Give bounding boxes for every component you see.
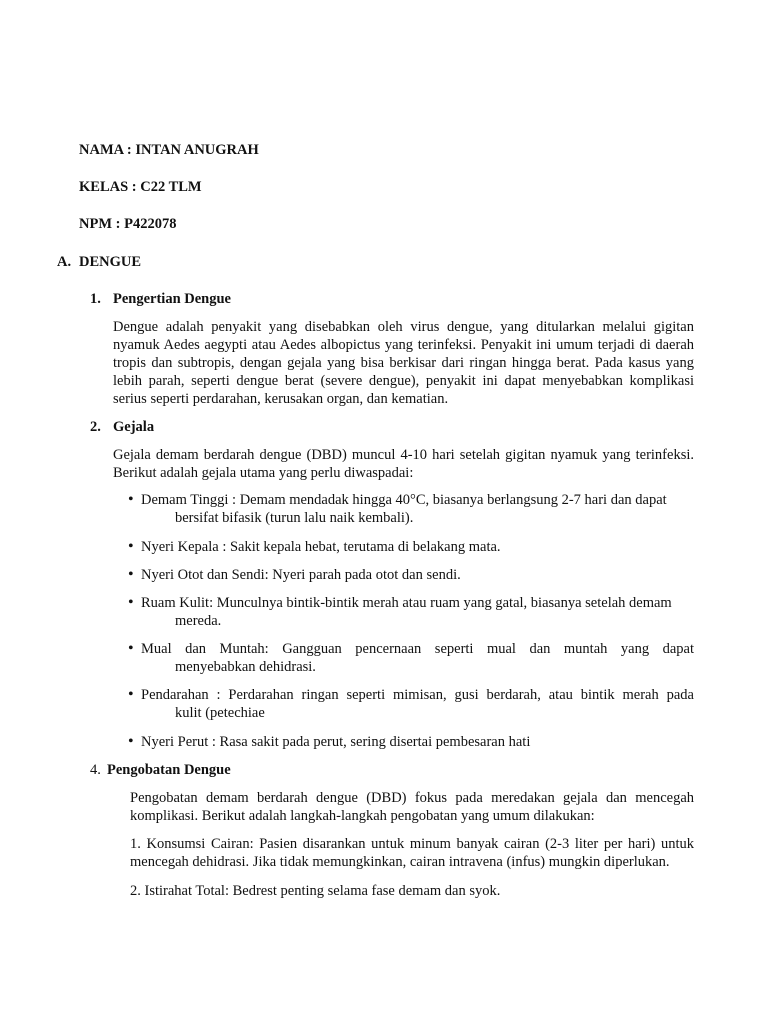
pengertian-number: 1. — [90, 291, 101, 307]
section-a-marker: A. — [57, 254, 72, 270]
bullet-icon: • — [128, 594, 134, 611]
pengobatan-paragraph: Pengobatan demam berdarah dengue (DBD) fokus pada meredakan gejala dan mencegah komplikasi. Berikut adalah langkah-langkah pengobatan yang umum dilakukan: — [130, 790, 694, 824]
treatment-step: 2. Istirahat Total: Bedrest penting selama fase demam dan syok. — [130, 883, 501, 899]
bullet-icon: • — [128, 686, 134, 703]
pengertian-paragraph: Dengue adalah penyakit yang disebabkan oleh virus dengue, yang ditularkan melalui gigitan nyamuk Aedes aegypti atau Aedes albopictus yang terinfeksi. Penyakit ini umum terjadi di daerah tropis dan subtropis, dengan gejala yang bisa berkisar dari ringan hingga berat. Pada kasus yang lebih parah, seperti dengue berat (severe dengue), penyakit ini dapat menyebabkan komplikasi serius seperti perdarahan, kerusakan organ, dan kematian. — [113, 319, 694, 407]
gejala-number: 2. — [90, 419, 101, 435]
gejala-heading: Gejala — [113, 419, 155, 435]
treatment-step: 1. Konsumsi Cairan: Pasien disarankan untuk minum banyak cairan (2-3 liter per hari) untuk mencegah dehidrasi. Jika tidak memungkinkan, cairan intravena (infus) mungkin diperlukan. — [130, 836, 694, 870]
bullet-icon: • — [128, 566, 134, 583]
pengobatan-number: 4. — [90, 762, 101, 778]
symptom-item: Nyeri Kepala : Sakit kepala hebat, terutama di belakang mata. — [141, 539, 501, 555]
student-npm: NPM : P422078 — [79, 216, 177, 232]
pengertian-heading: Pengertian Dengue — [113, 291, 231, 307]
pengobatan-heading: Pengobatan Dengue — [107, 762, 231, 778]
symptom-item: Nyeri Perut : Rasa sakit pada perut, sering disertai pembesaran hati — [141, 734, 531, 750]
symptom-item: Pendarahan : Perdarahan ringan seperti mimisan, gusi berdarah, atau bintik merah pada kulit (petechiae — [141, 687, 694, 721]
student-name: NAMA : INTAN ANUGRAH — [79, 142, 259, 158]
bullet-icon: • — [128, 733, 134, 750]
student-class: KELAS : C22 TLM — [79, 179, 202, 195]
bullet-icon: • — [128, 538, 134, 555]
bullet-icon: • — [128, 640, 134, 657]
bullet-icon: • — [128, 491, 134, 508]
symptom-item: Nyeri Otot dan Sendi: Nyeri parah pada otot dan sendi. — [141, 567, 461, 583]
symptom-item: Ruam Kulit: Munculnya bintik-bintik merah atau ruam yang gatal, biasanya setelah demam mereda. — [141, 595, 672, 629]
section-a-title: DENGUE — [79, 254, 142, 270]
symptom-item: Mual dan Muntah: Gangguan pencernaan seperti mual dan muntah yang dapat menyebabkan dehidrasi. — [141, 641, 694, 675]
symptom-item: Demam Tinggi : Demam mendadak hingga 40°C, biasanya berlangsung 2-7 hari dan dapat bersifat bifasik (turun lalu naik kembali). — [141, 492, 667, 526]
gejala-paragraph: Gejala demam berdarah dengue (DBD) muncul 4-10 hari setelah gigitan nyamuk yang terinfeksi. Berikut adalah gejala utama yang perlu diwaspadai: — [113, 447, 694, 481]
